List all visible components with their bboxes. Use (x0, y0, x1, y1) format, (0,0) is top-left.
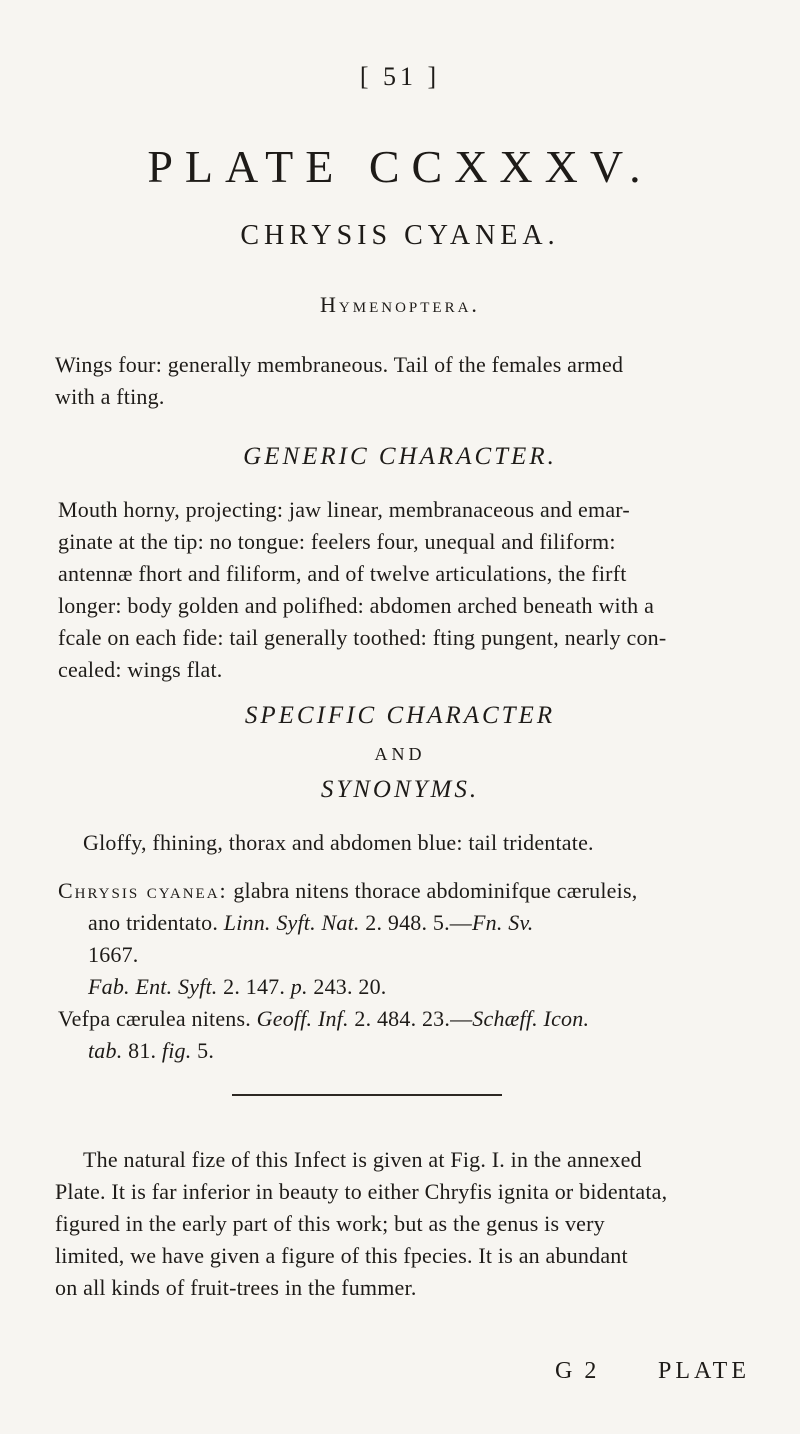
synonym-line-5-text-b: 2. 484. 23.— (348, 1006, 473, 1031)
species-title: CHRYSIS CYANEA. (240, 220, 560, 251)
geoffroy-reference: Geoff. Inf. (256, 1006, 349, 1031)
generic-character-heading: GENERIC CHARACTER. (243, 443, 557, 470)
synonym-line-4-text-b: 243. 20. (307, 974, 387, 999)
synonym-line-4 (88, 974, 387, 1000)
synonym-line-1 (58, 878, 637, 904)
synonym-line-2 (88, 910, 534, 936)
synonym-line-6-text-a: 81. (122, 1038, 162, 1063)
generic-line-2: ginate at the tip: no tongue: feelers four, unequal and filiform: (58, 529, 616, 554)
page-number: [ 51 ] (359, 62, 441, 91)
tab-abbreviation: tab. (88, 1038, 123, 1063)
intro-line-2: with a fting. (55, 384, 165, 409)
synonym-line-5-text-a: Vefpa cærulea nitens. (58, 1006, 257, 1031)
specific-description: Gloffy, fhining, thorax and abdomen blue: tail tridentate. (83, 830, 594, 855)
catchword: PLATE (658, 1358, 750, 1384)
linnaeus-reference: Linn. Syft. Nat. (223, 910, 360, 935)
synonyms-heading: SYNONYMS. (320, 776, 480, 803)
synonym-line-4-text-a: 2. 147. (217, 974, 291, 999)
synonym-line-3: 1667. (88, 942, 139, 967)
specific-character-heading: SPECIFIC CHARACTER (244, 702, 556, 729)
generic-line-6: cealed: wings flat. (58, 657, 223, 682)
signature-mark: G 2 (555, 1358, 600, 1384)
natural-line-2: Plate. It is far inferior in beauty to either Chryfis ignita or bidentata, (55, 1179, 668, 1204)
section-divider (232, 1094, 502, 1096)
chrysis-label: Chrysis cyanea: (58, 878, 228, 903)
generic-line-1: Mouth horny, projecting: jaw linear, membranaceous and emar- (58, 497, 630, 522)
fauna-suecica-reference: Fn. Sv. (472, 910, 534, 935)
figure-abbreviation: fig. (161, 1038, 192, 1063)
and-label: AND (374, 744, 426, 764)
page-abbreviation: p. (290, 974, 308, 999)
synonym-line-2-text-a: ano tridentato. (88, 910, 224, 935)
schaeffer-reference: Schæff. Icon. (472, 1006, 590, 1031)
synonym-line-1-text: glabra nitens thorace abdominifque cæruleis, (227, 878, 638, 903)
order-title: Hymenoptera. (320, 292, 480, 317)
plate-title: PLATE CCXXXV. (147, 141, 653, 192)
generic-line-4: longer: body golden and polifhed: abdomen arched beneath with a (58, 593, 655, 618)
synonym-line-6-text-b: 5. (191, 1038, 215, 1063)
fabricius-reference: Fab. Ent. Syft. (88, 974, 218, 999)
natural-line-5: on all kinds of fruit-trees in the fummer. (55, 1275, 417, 1300)
synonym-line-5 (58, 1006, 589, 1032)
generic-line-5: fcale on each fide: tail generally toothed: fting pungent, nearly con- (58, 625, 667, 650)
intro-line-1: Wings four: generally membraneous. Tail of the females armed (55, 352, 624, 377)
generic-line-3: antennæ fhort and filiform, and of twelve articulations, the firft (58, 561, 627, 586)
synonym-line-6 (88, 1038, 214, 1064)
natural-line-1: The natural fize of this Infect is given at Fig. I. in the annexed (83, 1147, 642, 1172)
synonym-line-2-text-b: 2. 948. 5.— (359, 910, 473, 935)
natural-line-3: figured in the early part of this work; but as the genus is very (55, 1211, 605, 1236)
natural-line-4: limited, we have given a figure of this fpecies. It is an abundant (55, 1243, 628, 1268)
